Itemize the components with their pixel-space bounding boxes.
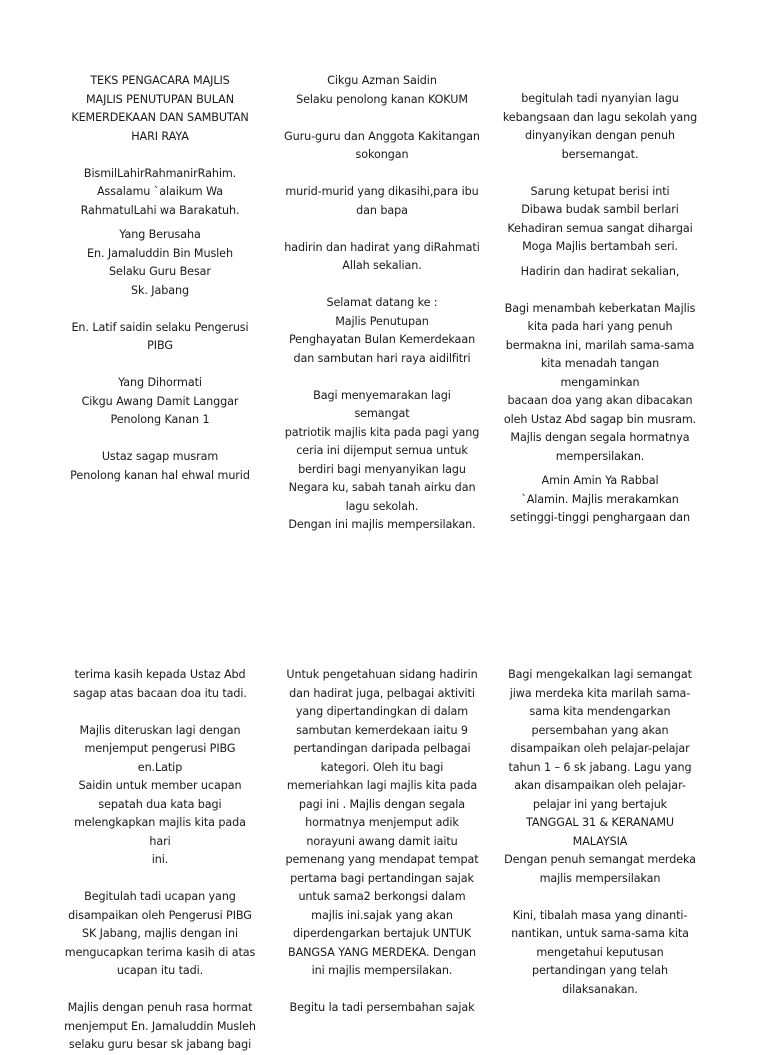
page-bottom-column-right — [502, 666, 698, 999]
pibg-speech-invite: Majlis diteruskan lagi dengan menjemput pengerusi PIBG en.Latip Saidin untuk member ucapan sepatah dua kata bagi melengkapkan majlis kita pada hari ini. — [74, 723, 246, 866]
guest-audience: hadirin dan hadirat yang diRahmati Allah sekalian. — [284, 240, 480, 272]
song-performance-paragraph: Bagi mengekalkan lagi semangat jiwa merdeka kita marilah sama- sama kita mendengarkan persembahan yang akan disampaikan oleh pelajar-pelajar tahun 1 – 6 sk jabang. Lagu yang akan disampaikan oleh pelajar- pelajar ini yang bertajuk TANGGAL 31 & KERANAMU MALAYSIA Dengan penuh semangat merdeka majlis mempersilakan — [504, 668, 696, 885]
page-top-column-left — [62, 72, 258, 485]
pantun-verse: Sarung ketupat berisi inti Dibawa budak sambil berlari Kehadiran semua sangat dihargai Moga Majlis bertambah seri. — [507, 184, 693, 253]
audience-address: Hadirin dan hadirat sekalian, — [520, 264, 680, 278]
guest-pibg-chair: En. Latif saidin selaku Pengerusi PIBG — [71, 320, 249, 352]
pibg-speech-thanks: Begitulah tadi ucapan yang disampaikan oleh Pengerusi PIBG SK Jabang, majlis dengan ini mengucapkan terima kasih di atas ucapan itu tadi. — [64, 890, 256, 977]
greeting-paragraph: BismilLahirRahmanirRahim. Assalamu `alaikum Wa RahmatulLahi wa Barakatuh. — [80, 166, 240, 217]
page-bottom-column-middle — [284, 666, 480, 1018]
script-title: TEKS PENGACARA MAJLIS MAJLIS PENUTUPAN BULAN KEMERDEKAAN DAN SAMBUTAN HARI RAYA — [71, 74, 249, 143]
page-top-column-middle — [284, 72, 480, 535]
page-top-column-right — [502, 90, 698, 528]
guest-deputy-1: Yang Dihormati Cikgu Awang Damit Langgar Penolong Kanan 1 — [81, 376, 239, 426]
thanks-paragraph: terima kasih kepada Ustaz Abd sagap atas bacaan doa itu tadi. — [73, 668, 247, 700]
headmaster-invite: Majlis dengan penuh rasa hormat menjemput En. Jamaluddin Musleh selaku guru besar sk jabang bagi — [64, 1001, 256, 1051]
results-paragraph: Kini, tibalah masa yang dinanti- nantikan, untuk sama-sama kita mengetahui keputusan pertandingan yang telah dilaksanakan. — [511, 908, 689, 996]
guest-teachers-staff: Guru-guru dan Anggota Kakitangan sokongan — [284, 129, 480, 161]
guest-headmaster: Yang Berusaha En. Jamaluddin Bin Musleh Selaku Guru Besar Sk. Jabang — [87, 228, 233, 297]
poem-competition-paragraph: Untuk pengetahuan sidang hadirin dan hadirat juga, pelbagai aktiviti yang dipertandingkan di dalam sambutan kemerdekaan iaitu 9 pertandingan daripada pelbagai kategori. Oleh itu bagi memeriahkan lagi majlis kita pada pagi ini . Majlis dengan segala hormatnya menjemput adik norayuni awang damit iaitu pemenang yang mendapat tempat pertama bagi pertandingan sajak untuk sama2 berkongsi dalam majlis ini.sajak yang akan diperdengarkan bertajuk UNTUK BANGSA YANG MERDEKA. Dengan ini majlis mempersilakan. — [285, 668, 479, 977]
anthem-closing-paragraph: begitulah tadi nyanyian lagu kebangsaan dan lagu sekolah yang dinyanyikan dengan penuh bersemangat. — [502, 92, 698, 161]
guest-deputy-hem: Ustaz sagap musram Penolong kanan hal ehwal murid — [70, 450, 250, 482]
welcome-paragraph: Selamat datang ke : Majlis Penutupan Penghayatan Bulan Kemerdekaan dan sambutan hari raya aidilfitri — [288, 296, 476, 365]
poem-closing-paragraph: Begitu la tadi persembahan sajak — [289, 1001, 475, 1014]
prayer-paragraph: Bagi menambah keberkatan Majlis kita pada hari yang penuh bermakna ini, marilah sama-sama kita menadah tangan mengaminkan bacaan doa yang akan dibacakan oleh Ustaz Abd sagap bin musram. Majlis dengan segala hormatnya mempersilakan. — [503, 301, 697, 463]
guest-deputy-kokum: Cikgu Azman Saidin Selaku penolong kanan KOKUM — [296, 74, 468, 106]
page-bottom-column-left — [62, 666, 258, 1055]
anthem-paragraph: Bagi menyemarakan lagi semangat patriotik majlis kita pada pagi yang ceria ini dijemput semua untuk berdiri bagi menyanyikan lagu Negara ku, sabah tanah airku dan lagu sekolah. Dengan ini majlis mempersilakan. — [284, 388, 480, 531]
prayer-closing-paragraph: Amin Amin Ya Rabbal `Alamin. Majlis merakamkan setinggi-tinggi penghargaan dan — [509, 474, 691, 524]
guest-students-parents: murid-murid yang dikasihi,para ibu dan bapa — [285, 185, 479, 217]
